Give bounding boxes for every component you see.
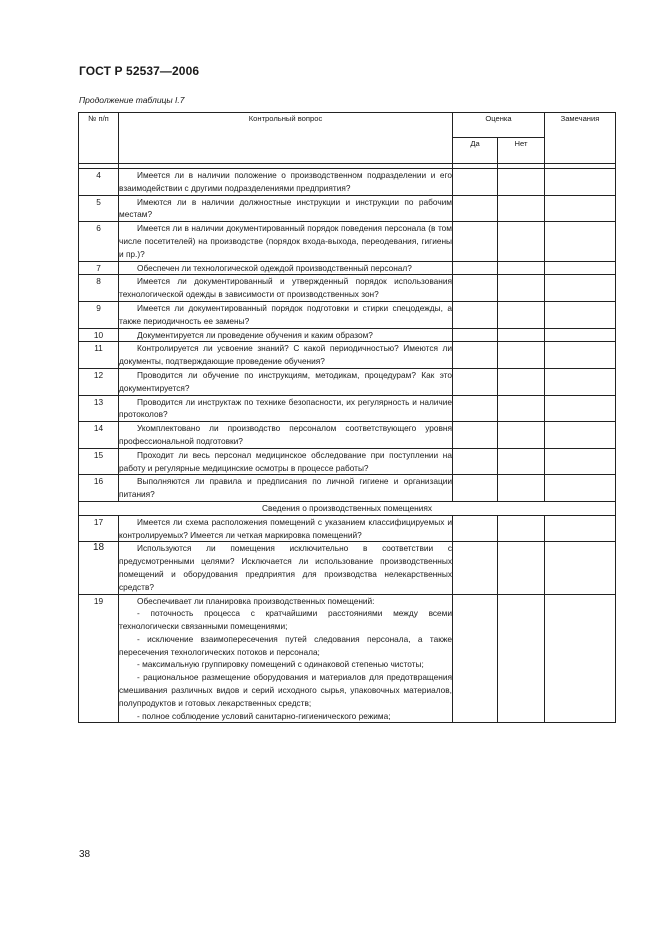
no-cell[interactable] bbox=[498, 395, 545, 422]
page-number: 38 bbox=[79, 849, 91, 860]
no-cell[interactable] bbox=[498, 594, 545, 723]
control-question: Имеется ли в наличии документированный порядок поведения персонала (в том числе посетителей) на производстве (порядок входа-выхода, переодевания, гигиены и пр.)? bbox=[119, 222, 453, 261]
no-cell[interactable] bbox=[498, 342, 545, 369]
yes-cell[interactable] bbox=[453, 195, 498, 222]
remarks-cell[interactable] bbox=[545, 342, 616, 369]
yes-cell[interactable] bbox=[453, 475, 498, 502]
control-question: Выполняются ли правила и предписания по личной гигиене и организации питания? bbox=[119, 475, 453, 502]
list-item: - полное соблюдение условий санитарно-гигиенического режима; bbox=[137, 710, 391, 721]
remarks-cell[interactable] bbox=[545, 169, 616, 196]
row-number: 8 bbox=[79, 275, 119, 302]
row-number: 7 bbox=[79, 261, 119, 275]
remarks-cell[interactable] bbox=[545, 368, 616, 395]
remarks-cell[interactable] bbox=[545, 328, 616, 342]
table-row bbox=[79, 542, 616, 594]
checklist-table bbox=[78, 112, 616, 723]
table-row bbox=[79, 301, 616, 328]
row-number: 13 bbox=[79, 395, 119, 422]
table-row bbox=[79, 261, 616, 275]
table-row bbox=[79, 275, 616, 302]
no-cell[interactable] bbox=[498, 195, 545, 222]
control-question: Используются ли помещения исключительно в соответствии с предусмотренными целями? Исключается ли использование производственных помещений и оборудования предприятия для производства нелекарственных средств? bbox=[119, 542, 453, 594]
yes-cell[interactable] bbox=[453, 422, 498, 449]
control-question bbox=[119, 594, 453, 723]
row-number: 4 bbox=[79, 169, 119, 196]
no-cell[interactable] bbox=[498, 368, 545, 395]
control-question: Проводится ли обучение по инструкциям, методикам, процедурам? Как это документируется? bbox=[119, 368, 453, 395]
column-header-number: № п/п bbox=[79, 113, 119, 164]
remarks-cell[interactable] bbox=[545, 542, 616, 594]
yes-cell[interactable] bbox=[453, 515, 498, 542]
remarks-cell[interactable] bbox=[545, 422, 616, 449]
table-row bbox=[79, 222, 616, 261]
no-cell[interactable] bbox=[498, 301, 545, 328]
column-header-remarks: Замечания bbox=[545, 113, 616, 164]
column-header-evaluation: Оценка bbox=[453, 113, 545, 138]
no-cell[interactable] bbox=[498, 328, 545, 342]
row-number: 17 bbox=[79, 515, 119, 542]
remarks-cell[interactable] bbox=[545, 594, 616, 723]
list-item: - максимальную группировку помещений с одинаковой степенью чистоты; bbox=[137, 659, 424, 670]
table-row bbox=[79, 448, 616, 475]
row-number: 5 bbox=[79, 195, 119, 222]
table-continuation-caption: Продолжение таблицы I.7 bbox=[79, 95, 185, 105]
yes-cell[interactable] bbox=[453, 448, 498, 475]
remarks-cell[interactable] bbox=[545, 275, 616, 302]
row-number: 19 bbox=[79, 594, 119, 723]
document-code: ГОСТ Р 52537—2006 bbox=[79, 64, 200, 78]
control-question: Проводится ли инструктаж по технике безопасности, их регулярность и наличие протоколов? bbox=[119, 395, 453, 422]
table-row bbox=[79, 328, 616, 342]
yes-cell[interactable] bbox=[453, 395, 498, 422]
remarks-cell[interactable] bbox=[545, 448, 616, 475]
yes-cell[interactable] bbox=[453, 275, 498, 302]
column-header-yes: Да bbox=[453, 138, 498, 164]
table-row bbox=[79, 515, 616, 542]
column-header-question: Контрольный вопрос bbox=[119, 113, 453, 164]
remarks-cell[interactable] bbox=[545, 301, 616, 328]
row-number: 6 bbox=[79, 222, 119, 261]
row-number: 12 bbox=[79, 368, 119, 395]
no-cell[interactable] bbox=[498, 475, 545, 502]
control-question: Имеется ли документированный порядок подготовки и стирки спецодежды, а также периодичность ее замены? bbox=[119, 301, 453, 328]
yes-cell[interactable] bbox=[453, 261, 498, 275]
control-question: Проходит ли весь персонал медицинское обследование при поступлении на работу и регулярные медицинские осмотры в процессе работы? bbox=[119, 448, 453, 475]
column-header-no: Нет bbox=[498, 138, 545, 164]
control-question: Имеется ли схема расположения помещений с указанием классифицируемых и контролируемых? Имеется ли четкая маркировка помещений? bbox=[119, 515, 453, 542]
list-item: - поточность процесса с кратчайшими расстояниями между всеми технологически связанными помещениями; bbox=[119, 608, 452, 632]
row-number: 18 bbox=[79, 542, 119, 594]
yes-cell[interactable] bbox=[453, 368, 498, 395]
remarks-cell[interactable] bbox=[545, 222, 616, 261]
control-question: Имеется ли документированный и утвержденный порядок использования технологической одежды в зависимости от производственных зон? bbox=[119, 275, 453, 302]
yes-cell[interactable] bbox=[453, 594, 498, 723]
yes-cell[interactable] bbox=[453, 169, 498, 196]
no-cell[interactable] bbox=[498, 422, 545, 449]
table-row bbox=[79, 342, 616, 369]
control-question: Контролируется ли усвоение знаний? С какой периодичностью? Имеются ли документы, подтверждающие проведение обучения? bbox=[119, 342, 453, 369]
control-question: Укомплектовано ли производство персоналом соответствующего уровня профессиональной подготовки? bbox=[119, 422, 453, 449]
no-cell[interactable] bbox=[498, 515, 545, 542]
list-item: - рациональное размещение оборудования и материалов для предотвращения смешивания различных видов и серий исходного сырья, упаковочных материалов, полупродуктов и готовых лекарственных средств; bbox=[119, 672, 452, 708]
no-cell[interactable] bbox=[498, 169, 545, 196]
yes-cell[interactable] bbox=[453, 342, 498, 369]
row-number: 14 bbox=[79, 422, 119, 449]
yes-cell[interactable] bbox=[453, 328, 498, 342]
row-number: 15 bbox=[79, 448, 119, 475]
yes-cell[interactable] bbox=[453, 301, 498, 328]
yes-cell[interactable] bbox=[453, 542, 498, 594]
row-number: 11 bbox=[79, 342, 119, 369]
section-header-row bbox=[79, 501, 616, 515]
yes-cell[interactable] bbox=[453, 222, 498, 261]
remarks-cell[interactable] bbox=[545, 261, 616, 275]
control-question: Имеется ли в наличии положение о производственном подразделении и его взаимодействии с другими подразделениями предприятия? bbox=[119, 169, 453, 196]
no-cell[interactable] bbox=[498, 275, 545, 302]
table-row bbox=[79, 195, 616, 222]
list-item: - исключение взаимопересечения путей следования персонала, а также пересечения технологических потоков и персонала; bbox=[119, 633, 452, 657]
table-row bbox=[79, 169, 616, 196]
control-question: Обеспечен ли технологической одеждой производственный персонал? bbox=[119, 261, 453, 275]
row-number: 10 bbox=[79, 328, 119, 342]
control-question: Имеются ли в наличии должностные инструкции и инструкции по рабочим местам? bbox=[119, 195, 453, 222]
section-title: Сведения о производственных помещениях bbox=[79, 501, 616, 515]
no-cell[interactable] bbox=[498, 261, 545, 275]
remarks-cell[interactable] bbox=[545, 515, 616, 542]
remarks-cell[interactable] bbox=[545, 395, 616, 422]
table-row bbox=[79, 422, 616, 449]
no-cell[interactable] bbox=[498, 448, 545, 475]
row-number: 16 bbox=[79, 475, 119, 502]
row-number: 9 bbox=[79, 301, 119, 328]
no-cell[interactable] bbox=[498, 222, 545, 261]
table-row bbox=[79, 475, 616, 502]
table-row bbox=[79, 594, 616, 723]
remarks-cell[interactable] bbox=[545, 475, 616, 502]
remarks-cell[interactable] bbox=[545, 195, 616, 222]
question-lead: Обеспечивает ли планировка производственных помещений: bbox=[137, 595, 375, 606]
control-question: Документируется ли проведение обучения и каким образом? bbox=[119, 328, 453, 342]
no-cell[interactable] bbox=[498, 542, 545, 594]
table-row bbox=[79, 395, 616, 422]
table-row bbox=[79, 368, 616, 395]
